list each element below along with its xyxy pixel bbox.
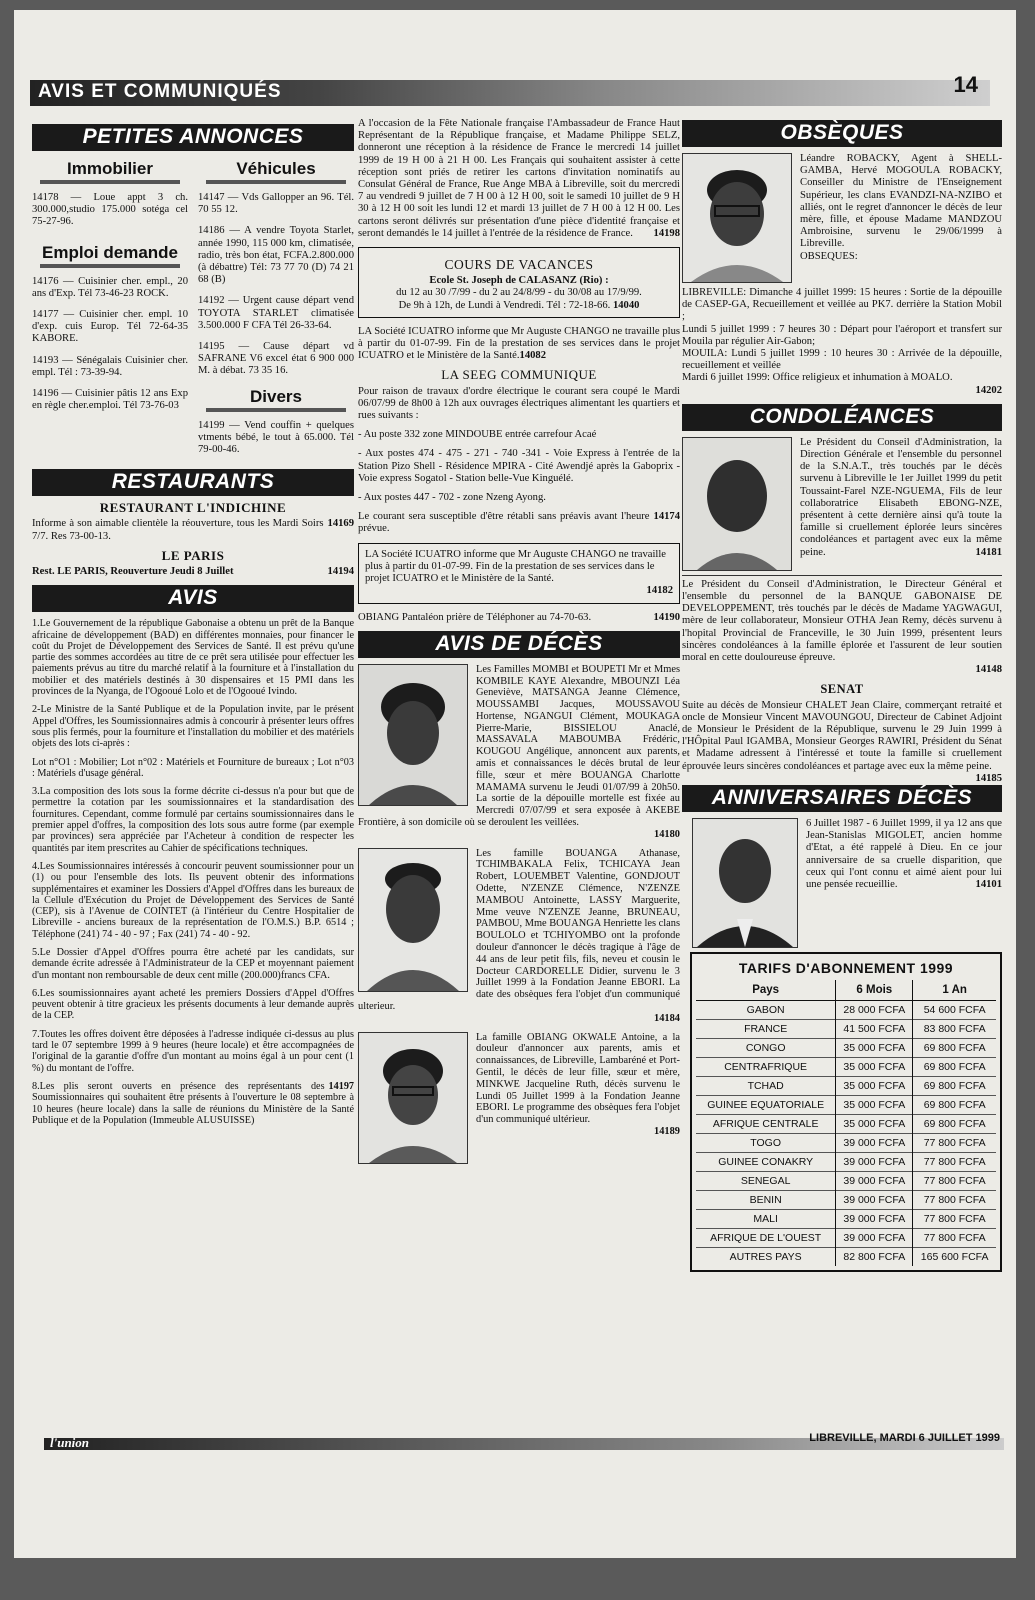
six-month-price-cell: 39 000 FCFA (836, 1134, 913, 1153)
six-month-price-cell: 35 000 FCFA (836, 1115, 913, 1134)
country-cell: FRANCE (696, 1020, 836, 1039)
classified-ad: 14195 — Cause départ vd SAFRANE V6 excel état 6 900 000 M. à débat. 73 35 16. (198, 341, 354, 377)
table-row (696, 1210, 996, 1229)
ad-reference: 14180 (654, 828, 680, 840)
page-number: 14 (953, 72, 978, 97)
avis-paragraph: 1.Le Gouvernement de la république Gabonaise a obtenu un prêt de la Banque africaine de développement (BAD) en différentes monnaies, pour financer le coût du Projet de Développement des Services de Santé. Il est prévu qu'une partie des sommes accordées au titre de ce prêt sera utilisée pour effectuer les paiements prévus au titre du marché relatif à la fourniture et à l'installation du mobilier et des matériels destinés à 30 dispensaires et 15 PMI dans les provinces de la Nyanga, de l'Ogooué Lolo et de l'Ogooué Ivindo. (32, 618, 354, 698)
classifieds-grid (32, 157, 354, 465)
one-year-price-cell: 54 600 FCFA (913, 1001, 996, 1020)
avis-heading: AVIS (32, 585, 354, 612)
portrait-photo (692, 818, 798, 948)
country-cell: AUTRES PAYS (696, 1248, 836, 1267)
ad-reference: 14082 (519, 350, 547, 362)
cours-title: COURS DE VACANCES (444, 257, 594, 273)
cours-hours: De 9h à 12h, de Lundi à Vendredi. Tél : 72-18-66. 14040 (398, 299, 640, 311)
ad-reference: 14189 (654, 1125, 680, 1137)
cours-school: Ecole St. Joseph de CALASANZ (Rio) : (429, 275, 609, 287)
ad-reference: 14101 (975, 879, 1002, 891)
table-row (696, 1115, 996, 1134)
tarifs-table (696, 980, 996, 1266)
divider (40, 180, 180, 184)
portrait-photo (358, 664, 468, 806)
senat-title: SENAT (820, 682, 864, 697)
portrait-photo (682, 153, 792, 283)
country-cell: AFRIQUE CENTRALE (696, 1115, 836, 1134)
avis-paragraph: Lot n°O1 : Mobilier; Lot n°02 : Matériels et Fourniture de bureaux ; Lot n°03 : Matériels d'usage général. (32, 756, 354, 779)
seeg-paragraph: 14174 Le courant sera susceptible d'être rétabli sans préavis avant l'heure prévue. (358, 511, 680, 535)
one-year-price-cell: 69 800 FCFA (913, 1115, 996, 1134)
seeg-paragraph: - Aux postes 447 - 702 - zone Nzeng Ayong. (358, 492, 546, 504)
column-right (682, 118, 1002, 1272)
tarifs-box (690, 952, 1002, 1272)
six-month-price-cell: 39 000 FCFA (836, 1210, 913, 1229)
country-cell: MALI (696, 1210, 836, 1229)
seeg-title: LA SEEG COMMUNIQUE (441, 367, 597, 383)
table-row (696, 1191, 996, 1210)
immobilier-heading: Immobilier (67, 159, 153, 178)
avis-paragraph: 6.Les soumissionnaires ayant acheté les premiers Dossiers d'Appel d'Offres peuvent obtenir à titre gracieux les présents documents à leur demande auprès de la CEP. (32, 987, 354, 1022)
classified-ad: 14196 — Cuisinier pâtis 12 ans Exp en règle cher.emploi. Tél 73-76-03 (32, 388, 188, 412)
dateline: LIBREVILLE, MARDI 6 JUILLET 1999 (809, 1432, 1000, 1444)
ad-reference: 14184 (654, 1012, 680, 1024)
obseques-subheading: OBSEQUES: (800, 250, 858, 262)
icuatro-notice: LA Société ICUATRO informe que Mr Auguste CHANGO ne travaille plus à partir du 01-07-99. Fin de la prestation de ses services dans le projet ICUATRO et le Ministère de la Santé.14082 (358, 325, 680, 362)
six-month-price-cell: 28 000 FCFA (836, 1001, 913, 1020)
six-month-price-cell: 35 000 FCFA (836, 1077, 913, 1096)
avis-paragraph: 4.Les Soumissionnaires intéressés à concourir peuvent soumissionner pour un (1) ou pour l'ensemble des lots. Ils peuvent obtenir des informations supplémentaires et examiner les Dossiers d'Appel d'Offres dans les bureaux de la Cellule d'Exécution du Projet de Développement des Services de Santé (CEP), sis à l'Avenue de COINTET (à l'intérieur du Centre Hospitalier de Libreville - anciens bureaux de la représentation de l'O.M.S.) B.P. 6514 ; Téléphone (241) 74 - 40 - 97 ; Fax (241) 74 - 40 - 92. (32, 860, 354, 940)
portrait-photo (358, 848, 468, 992)
table-row (696, 1001, 996, 1020)
anniversaire-notice: 6 Juillet 1987 - 6 Juillet 1999, il ya 12 ans que Jean-Stanislas MIGOLET, ancien homme d'Etat, a été rappelé à Dieu. En ce jour anniversaire de sa cruelle disparition, que ceux qui l'ont connu et aimé aient pour lui une pensée recueillie. 14101 (682, 818, 1002, 891)
classifieds-right (198, 157, 354, 465)
senat-notice: Suite au décès de Monsieur CHALET Jean Claire, commerçant retraité et oncle de Monsieur Vincent MAVOUNGOU, Directeur de Cabinet Adjoint de Monsieur le Président de la République, survenu le 29 Juin 1999 à l'HÔpital Paul IGAMBA, Monsieur Georges RAWIRI, Président du Sénat et Madame adressent à l'intéressé et toute la famille si cruellement éprouvée leurs sincères condoléances et partage avec eux la même peine. 14185 (682, 699, 1002, 784)
tarifs-title: TARIFS D'ABONNEMENT 1999 (738, 960, 954, 977)
ad-reference: 14040 (612, 299, 640, 311)
ad-reference: 14197 (328, 1080, 354, 1092)
one-year-price-cell: 77 800 FCFA (913, 1191, 996, 1210)
ad-reference: 14169 (327, 518, 354, 530)
table-row (696, 1229, 996, 1248)
table-row (696, 1077, 996, 1096)
divider (206, 408, 346, 412)
ad-reference: 14202 (975, 384, 1002, 396)
cours-vacances-box (358, 247, 680, 318)
one-year-price-cell: 69 800 FCFA (913, 1077, 996, 1096)
section-header-bar (30, 80, 990, 106)
six-month-price-cell: 35 000 FCFA (836, 1058, 913, 1077)
ad-reference: 14182 (646, 585, 673, 597)
country-cell: AFRIQUE DE L'OUEST (696, 1229, 836, 1248)
obseques-notice: Léandre ROBACKY, Agent à SHELL-GAMBA, Hervé MOGOULA ROBACKY, Conseiller du Ministre de l'Enseignement Supérieur, les clans EVANDZI-NA-NZIBO et alliés, ont le regret d'annoncer le décès de leur mère, fille, et épouse Madame MANDZOU Ambroisine, survenu le 29/06/1999 à Libreville. OBSEQUES: LIBREVILLE: Dimanche 4 juillet 1999: 15 heures : Sortie de la dépouille de CASEP-GA, Recueillement et veillée au PK7. derrière la Station Mobil ; Lundi 5 juillet 1999 : 7 heures 30 : Départ pour l'aéroport et transfert sur Mouila par régulier Air-Gabon; MOUILA: Lundi 5 juillet 1999 : 10 heures 30 : Arrivée de la dépouille, recueillement et veillée Mardi 6 juillet 1999: Office religieux et inhumation à MOALO. 14202 (682, 153, 1002, 396)
classified-ad: 14178 — Loue appt 3 ch. 300.000,studio 175.000 sotéga cel 75-27-96. (32, 192, 188, 228)
one-year-price-cell: 77 800 FCFA (913, 1229, 996, 1248)
restaurant-notice: 14194 Rest. LE PARIS, Reouverture Jeudi 8 Juillet (32, 566, 354, 578)
six-month-price-cell: 35 000 FCFA (836, 1039, 913, 1058)
classifieds-left (32, 157, 188, 465)
vehicules-heading: Véhicules (236, 159, 316, 178)
ad-reference: 14181 (975, 546, 1002, 558)
one-year-price-cell: 77 800 FCFA (913, 1153, 996, 1172)
table-row (696, 1153, 996, 1172)
newspaper-name: l'union (50, 1435, 90, 1450)
classified-ad: 14177 — Cuisinier cher. empl. 10 d'exp. cuis Europ. Tél 72-64-35 KABORE. (32, 309, 188, 345)
one-year-price-cell: 69 800 FCFA (913, 1096, 996, 1115)
ad-reference: 14198 (653, 227, 680, 239)
restaurant-notice: 14169 Informe à son aimable clientèle la réouverture, tous les Mardi Soirs 7/7. Res 73-00-13. (32, 518, 354, 542)
seeg-paragraph: Pour raison de travaux d'ordre électrique le courant sera coupé le Mardi 06/07/99 de 8h00 à 12h aux ouvrages électriques alimentant les quartiers et rues suivants : (358, 385, 680, 422)
divider (206, 180, 346, 184)
six-month-price-cell: 39 000 FCFA (836, 1191, 913, 1210)
country-cell: GABON (696, 1001, 836, 1020)
one-year-price-cell: 77 800 FCFA (913, 1134, 996, 1153)
condoleances-notice: Le Président du Conseil d'Administration, la Direction Générale et l'ensemble du personnel de la S.N.A.T., très touchés par le décès survenu à Libreville le 1er Juillet 1999 du petit Toussaint-Farel NZE-NGUEMA, Fils de leur collaboratrice Elisabeth EBONG-NZE, présentent à cette dernière ainsi qu'à toute la famille si cruellement éplorée leurs sincères condoléances et partagent avec eux la même peine. 14181 (682, 437, 1002, 559)
avis-paragraph: 2-Le Ministre de la Santé Publique et de la Population invite, par le présent Appel d'Offres, les Soumissionnaires admis à concourir à présenter leurs offres sous plis fermés, pour la fourniture et l'installation du mobilier et des matériels objets des lots ci-après : (32, 704, 354, 750)
avis-paragraph: 3.La composition des lots sous la forme décrite ci-dessus n'a pour but que de permettre la cotation par les soumissionnaires et la standardisation des fournitures. Cependant, comme formulé par certains soumissionnaires dans le premier appel d'offres, la composition des lots sous autre forme (par exemple par provinces) sera appréciée par l'Acheteur à condition de respecter les quantités par item prescrites au Cahier de spécifications techniques. (32, 786, 354, 854)
country-cell: SENEGAL (696, 1172, 836, 1191)
country-cell: BENIN (696, 1191, 836, 1210)
restaurant-name: LE PARIS (161, 547, 225, 563)
table-header-row (696, 980, 996, 1001)
condoleances-heading: CONDOLÉANCES (682, 404, 1002, 431)
classified-ad: 14147 — Vds Gallopper an 96. Tél. 70 55 12. (198, 192, 354, 216)
seeg-paragraph: - Aux postes 474 - 475 - 271 - 740 -341 - Voie Express à l'entrée de la Station Pizo Shell - Résidence MPIRA - Cité Awendjé après la Gaboprix - Voie express Sogatol - Station belle-Vue Kinguélé. (358, 448, 680, 484)
table-row (696, 1096, 996, 1115)
column-middle (358, 118, 680, 1168)
six-month-price-cell: 82 800 FCFA (836, 1248, 913, 1267)
country-cell: GUINEE CONAKRY (696, 1153, 836, 1172)
column-header: 1 An (913, 980, 996, 1001)
portrait-photo (358, 1032, 468, 1164)
obiang-notice: 14190 OBIANG Pantaléon prière de Téléphoner au 74-70-63. (358, 611, 680, 623)
deces-notice: La famille OBIANG OKWALE Antoine, a la douleur d'annoncer aux parents, amis et connaissances, de Libreville, Lambaréné et Port-Gentil, le décès de leur fille, sœur et mère, MINKWE Jacqueline Ruth, décès survenu le Lundi 05 Juillet 1999 à la Fondation Jeanne EBORI. Le programme des obsèques fera l'objet d'un communiqué ultérieur. 14189 (358, 1032, 680, 1138)
six-month-price-cell: 39 000 FCFA (836, 1153, 913, 1172)
emploi-heading: Emploi demande (41, 242, 179, 262)
tarifs-body (696, 1001, 996, 1267)
divider (40, 264, 180, 268)
table-row (696, 1134, 996, 1153)
country-cell: CONGO (696, 1039, 836, 1058)
table-row (696, 1058, 996, 1077)
classified-ad: 14199 — Vend couffin + quelques vtments bébé, le tout à 65.000. Tél 79-00-46. (198, 419, 354, 456)
column-header: Pays (696, 980, 836, 1001)
table-row (696, 1248, 996, 1267)
condoleances-notice: Le Président du Conseil d'Administration, le Directeur Général et l'ensemble du personnel de la BANQUE GABONAISE DE DEVELOPPEMENT, très touchés par le décès de Madame YAGWAGUI, mère de leur collaborateur, Monsieur OTHA Jean Remy, décès survenu à l'hopital Provincial de Franceville, le 30 Juin 1999, présentent leurs sincères condoléances à la famille éplorée et l'assurent de leur soutien moral en cette douloureuse épreuve. 14148 (682, 575, 1002, 677)
country-cell: TOGO (696, 1134, 836, 1153)
footer-bar (44, 1432, 1004, 1450)
country-cell: TCHAD (696, 1077, 836, 1096)
country-cell: CENTRAFRIQUE (696, 1058, 836, 1077)
one-year-price-cell: 165 600 FCFA (913, 1248, 996, 1267)
one-year-price-cell: 77 800 FCFA (913, 1172, 996, 1191)
one-year-price-cell: 69 800 FCFA (913, 1058, 996, 1077)
restaurant-name: RESTAURANT L'INDICHINE (99, 500, 287, 516)
column-left (32, 118, 354, 1133)
ad-reference: 14194 (327, 566, 354, 578)
table-row (696, 1172, 996, 1191)
one-year-price-cell: 77 800 FCFA (913, 1210, 996, 1229)
deces-notice: Les famille BOUANGA Athanase, TCHIMBAKALA Felix, TCHICAYA Jean Robert, LOUEMBET Valentine, GONDJOUT Odette, N'ZENZE Clémence, N'ZENZE MAMBOU Antoinette, LASSY Marguerite, Mme veuve N'ZENZE Jeanne, BRUNEAU, PAMBOU, Mme BOUANGA Henriette les clans BOULOLO et TCHIYOMBO ont la profonde douleur d'annoncer le décès tragique à l'âge de 44 ans de leur petit fils, fils, neveu et cousin le Docteur CARDORELLE Didier, survenu le 3 Juillet 1999 à la Fondation Jeanne EBORI. La date des obsèques fera l'objet d'un communiqué ulterieur. 14184 (358, 847, 680, 1024)
six-month-price-cell: 39 000 FCFA (836, 1229, 913, 1248)
divers-heading: Divers (250, 386, 302, 406)
six-month-price-cell: 35 000 FCFA (836, 1096, 913, 1115)
portrait-photo (682, 437, 792, 571)
classified-ad: 14186 — A vendre Toyota Starlet, année 1990, 115 000 km, climatisée, radio, très bon état, FCFA.2.800.000 (à débattre) Tél: 73 77 70 (D) 74 21 68 (B) (198, 225, 354, 286)
section-title: AVIS ET COMMUNIQUÉS (38, 81, 282, 102)
newspaper-page (14, 10, 1016, 1558)
table-row (696, 1020, 996, 1039)
cours-dates: du 12 au 30 /7/99 - du 2 au 24/8/99 - du 30/08 au 17/9/99. (396, 287, 642, 299)
anniversaires-heading: ANNIVERSAIRES DÉCÈS (682, 785, 1002, 812)
six-month-price-cell: 41 500 FCFA (836, 1020, 913, 1039)
ad-reference: 14190 (653, 611, 680, 623)
table-row (696, 1039, 996, 1058)
classified-ad: 14176 — Cuisinier cher. empl., 20 ans d'Exp. Tél 73-46-23 ROCK. (32, 275, 188, 299)
ad-reference: 14148 (975, 664, 1002, 676)
one-year-price-cell: 83 800 FCFA (913, 1020, 996, 1039)
one-year-price-cell: 69 800 FCFA (913, 1039, 996, 1058)
classified-ad: 14192 — Urgent cause départ vend TOYOTA STARLET climatisée 3.500.000 F CFA Tél 26-33-64. (198, 295, 354, 331)
ad-reference: 14174 (653, 511, 680, 523)
country-cell: GUINEE EQUATORIALE (696, 1096, 836, 1115)
avis-paragraph: 7.Toutes les offres doivent être déposées à l'adresse indiquée ci-dessus au plus tard le 07 septembre 1999 à 9 heures (heure locale) et être accompagnées de l'original de la garantie d'offre d'un montant au moins égal à un pour cent (1 %) du montant de l'offre. (32, 1028, 354, 1074)
ambassade-notice: A l'occasion de la Fête Nationale française l'Ambassadeur de France Haut Représentant de la République française, et Madame Philippe SELZ, donneront une réception à la résidence de France le mercredi 14 juillet 1999 de 19 H 00 à 21 H 00. Les Français qui souhaitent assister à cette réception sont priés de retirer les cartons d'invitation nominatifs au Consulat Général de France, Rue Ange MBA à Libreville, soit du mercredi 7 au vendredi 9 juillet de 7 H 00 à 12 H 00, soit le samedi 10 juillet de 9 H 30 à 12 H 00 soit les lundi 12 et mardi 13 juillet de 7 H 00 à 12 H 00. Les cartons seront délivrés sur présentation d'une pièce d'identité française et seront demandés le 14 juillet à l'entrée de la résidence de France. 14198 (358, 118, 680, 239)
six-month-price-cell: 39 000 FCFA (836, 1172, 913, 1191)
avis-paragraph: 5.Le Dossier d'Appel d'Offres pourra être acheté par les candidats, sur demande écrite adressée à l'Administrateur de la CEP et moyennant paiement d'un montant non remboursable de deux cent mille (200.000)francs CFA. (32, 946, 354, 981)
icuatro-box: LA Société ICUATRO informe que Mr Auguste CHANGO ne travaille plus à partir du 01-07-99. Fin de la prestation de ses services dans le projet ICUATRO et le Ministère de la Santé. 14182 (358, 543, 680, 604)
deces-notice: Les Familles MOMBI et BOUPETI Mr et Mmes KOMBILE KAYE Alexandre, MBOUNZI Léa Geneviève, MATSANGA Jeanne Clémence, MOUSSAMBI Jacques, MOUSSAVOU Hortense, NGANGUI Clément, MOUKAGA Pierre-Marie, BISSIELOU Anaclé, MASSAVALA MABOUMBA Frédéric, KOUGOU Angélique, annoncent aux parents, amis et connaissances le décès brutal de leur fille, sœur et mère BOUANGA Charlotte MAMAMA survenu le Jeudi 01/07/99 à 20h50. La sortie de la dépouille mortelle est fixée au Mercredi 07/07/99 et sera exposée à AKEBE Frontière, à son domicile où se deroulent les veillées. 14180 (358, 663, 680, 840)
petites-annonces-heading: PETITES ANNONCES (32, 124, 354, 151)
avis-body (32, 618, 354, 1126)
restaurants-heading: RESTAURANTS (32, 469, 354, 496)
seeg-paragraph: - Au poste 332 zone MINDOUBE entrée carrefour Acaé (358, 429, 597, 441)
obseques-heading: OBSÈQUES (682, 120, 1002, 147)
avis-paragraph: 14197 8.Les plis seront ouverts en présence des représentants des Soumissionnaires qui souhaitent être présents à l'ouverture le 08 septembre à 10 heures (heure locale) dans la salle de réunions du Ministère de la Santé Publique et de la Population (Immeuble ALUSUISSE) (32, 1080, 354, 1126)
classified-ad: 14193 — Sénégalais Cuisinier cher. empl. Tél : 73-39-94. (32, 354, 188, 378)
avis-deces-heading: AVIS DE DÉCÈS (358, 631, 680, 658)
column-header: 6 Mois (836, 980, 913, 1001)
ad-reference: 14185 (975, 772, 1002, 784)
